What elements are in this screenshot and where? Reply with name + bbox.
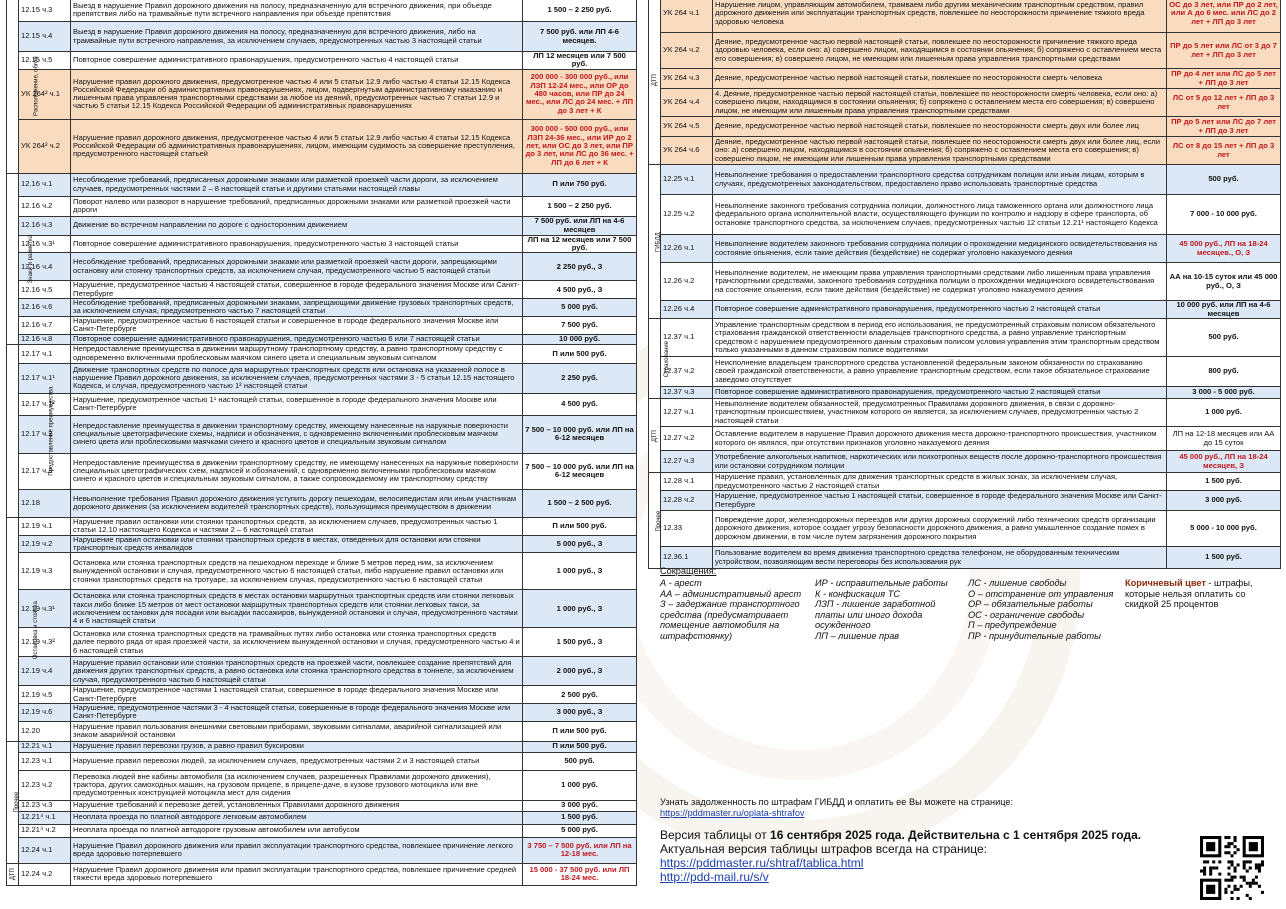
qr-code-icon[interactable] — [1200, 836, 1264, 900]
article-number: УК 264 ч.5 — [661, 117, 713, 137]
article-number: 12.16 ч.3¹ — [19, 235, 71, 253]
violation-text: 4. Деяние, предусмотренное частью первой настоящей статьи, повлекшее по неосторожности смерть человека, если оно: а) совершено лицом, находящимся в состоянии опьянения; б) сопряжено с оставлением места его совершения; в) совершено лицом, не имеющим или лишенным права управления транспортными средствами — [713, 89, 1167, 117]
article-number: 12.25 ч.2 — [661, 195, 713, 235]
penalty: ЛС от 5 до 12 лет + ЛП до 3 лет — [1167, 89, 1281, 117]
abbreviation-item: ОР – обязательные работы — [968, 599, 1093, 609]
article-number: 12.27 ч.1 — [661, 399, 713, 427]
article-number: 12.21⁴ ч.2 — [19, 824, 71, 837]
article-number: 12.17 ч.1¹ — [19, 363, 71, 393]
penalty: 200 000 - 300 000 руб., или ЛЗП 12-24 мес., или ОР до 480 часов, или ПР до 24 мес., или ЛС до 24 мес. + ЛП до 3 лет + К — [523, 69, 637, 119]
actual-text: Актуальная версия таблицы штрафов всегда на странице: — [660, 842, 988, 856]
fine-row — [7, 628, 637, 657]
fine-row — [649, 387, 1281, 399]
penalty: 2 500 руб. — [523, 686, 637, 704]
fine-row — [7, 686, 637, 704]
violation-text: Непредоставление преимущества в движении маршрутному транспортному средству, а равно транспортному средству с одновременно включенными проблесковым маячком синего цвета и специальным звуковым сигналом — [71, 344, 523, 363]
violation-text: Несоблюдение требований, предписанных дорожными знаками, запрещающими движение грузовых транспортных средств, за исключением случая, предусмотренного частью 7 настоящей статьи — [71, 299, 523, 317]
article-number: 12.36.1 — [661, 547, 713, 569]
violation-text: Несоблюдение требований, предписанных дорожными знаками или разметкой проезжей части дороги, за исключением случаев, предусмотренных частями 2 – 8 настоящей статьи и другими статьями настоящей главы — [71, 173, 523, 196]
penalty: 500 руб. — [1167, 319, 1281, 357]
penalty: ЛП 12 месяцев или 7 500 руб. — [523, 52, 637, 70]
fine-row — [649, 451, 1281, 473]
article-number: 12.27 ч.2 — [661, 427, 713, 451]
article-number: 12.37 ч.2 — [661, 357, 713, 387]
fine-row — [7, 415, 637, 453]
violation-text: Выезд в нарушение Правил дорожного движения на полосу, предназначенную для встречного движения, при объезде препятствия либо на трамвайные пути встречного направления при объезде препятствия — [71, 0, 523, 22]
fine-row — [7, 657, 637, 686]
violation-text: Нарушение, предусмотренное частью 1 настоящей статьи, совершенное в городе федерального значения Москве или Санкт-Петербурге — [713, 491, 1167, 511]
violation-text: Употребление алкогольных напитков, наркотических или психотропных веществ после дорожно-транспортного происшествия или остановки сотрудником полиции — [713, 451, 1167, 473]
penalty: ЛС от 8 до 15 лет + ЛП до 3 лет — [1167, 137, 1281, 165]
violation-text: Нарушение Правил дорожного движения или правил эксплуатации транспортного средства, повлекшее причинение средней тяжести вреда здоровью потерпевшего — [71, 863, 523, 885]
violation-text: Деяние, предусмотренное частью первой настоящей статьи, повлекшее по неосторожности смерть человека — [713, 69, 1167, 89]
section-label: ДТП — [649, 399, 661, 473]
fine-row — [7, 173, 637, 196]
fines-table-left — [6, 0, 637, 886]
article-number: 12.19 ч.2 — [19, 535, 71, 553]
penalty: 1 500 руб. — [1167, 547, 1281, 569]
violation-text: Непредоставление преимущества в движении транспортному средству, имеющему нанесенные на наружные поверхности специальные цветографические схемы, надписи и обозначения, с одновременно включенными проблесковым маячком синего цвета или проблесковыми маячками синего и красного цветов и специальным звуковым сигналом — [71, 415, 523, 453]
penalty: 7 500 руб. или ЛП 4-6 месяцев. — [523, 22, 637, 52]
fine-row — [7, 316, 637, 334]
article-number: 12.25 ч.1 — [661, 165, 713, 195]
fine-row — [7, 517, 637, 535]
violation-text: Невыполнение законного требования сотрудника полиции, должностного лица таможенного органа или должностного лица федерального органа исполнительной власти, осуществляющего функции по контролю и надзору в сфере транспорта, об остановке транспортного средства, за исключением случаев, предусмотренных частью 12 статьи 12.21¹ настоящего Кодекса — [713, 195, 1167, 235]
fine-row — [7, 0, 637, 22]
fine-row — [7, 811, 637, 824]
violation-text: Нарушение, предусмотренное частью 6 настоящей статьи и совершенное в городе федерального значения Москве или Санкт-Петербурге — [71, 316, 523, 334]
article-number: 12.15 ч.4 — [19, 22, 71, 52]
violation-text: Пользование водителем во время движения транспортного средства телефоном, не оборудованным техническим устройством, позволяющим вести переговоры без использования рук — [713, 547, 1167, 569]
violation-text: Нарушение, предусмотренное частями 3 - 4 настоящей статьи, совершенные в городе федерального значения Москве или Санкт-Петербурге — [71, 703, 523, 721]
fine-row — [7, 721, 637, 741]
violation-text: Деяние, предусмотренное частью первой настоящей статьи, повлекшее по неосторожности смерть двух или более лиц — [713, 117, 1167, 137]
fine-row — [7, 299, 637, 317]
penalty: 4 500 руб., З — [523, 281, 637, 299]
debt-text: Узнать задолженность по штрафам ГИБДД и оплатить ее Вы можете на странице: — [660, 797, 1014, 807]
article-number: 12.19 ч.3² — [19, 628, 71, 657]
fine-row — [7, 344, 637, 363]
violation-text: Нарушение, предусмотренное частями 1 настоящей статьи, совершенное в городе федерального значения Москве или Санкт-Петербурге — [71, 686, 523, 704]
penalty: 45 000 руб., ЛП на 18-24 месяцев., О, З — [1167, 235, 1281, 263]
fine-row — [7, 22, 637, 52]
fine-row — [649, 511, 1281, 547]
article-number: 12.19 ч.3 — [19, 553, 71, 590]
article-number: УК 264 ч.3 — [661, 69, 713, 89]
violation-text: Повторное совершение административного правонарушения, предусмотренного частью 2 настоящей статьи — [713, 301, 1167, 319]
penalty: П или 750 руб. — [523, 173, 637, 196]
fine-row — [649, 399, 1281, 427]
violation-text: Нарушение правил дорожного движения, предусмотренное частью 4 или 5 статьи 12.9 либо частью 4 статьи 12.15 Кодекса Российской Федерации об административных правонарушениях, лицом, имеющим судимость за совершение преступления, предусмотренного настоящей статьей — [71, 119, 523, 173]
fine-row — [649, 301, 1281, 319]
penalty: П или 500 руб. — [523, 721, 637, 741]
penalty: 45 000 руб., ЛП на 18-24 месяцев, З — [1167, 451, 1281, 473]
fine-row — [7, 489, 637, 517]
fine-row — [7, 393, 637, 415]
fine-row — [7, 741, 637, 752]
violation-text: Повторное совершение административного правонарушения, предусмотренного частью 2 настоящей статьи — [713, 387, 1167, 399]
article-number: 12.26 ч.4 — [661, 301, 713, 319]
article-number: 12.28 ч.1 — [661, 473, 713, 491]
fine-row — [7, 363, 637, 393]
penalty: 1 000 руб. — [523, 770, 637, 800]
fine-row — [7, 69, 637, 119]
section-label: Предоставление преимущества — [7, 344, 19, 517]
violation-text: Повреждение дорог, железнодорожных переездов или других дорожных сооружений либо технических средств организации дорожного движения, которое создает угрозу безопасности дорожного движения, а равно умышленное создание помех в дорожном движении, в том числе путем загрязнения дорожного покрытия — [713, 511, 1167, 547]
abbreviation-item: ИР - исправительные работы — [815, 578, 948, 588]
article-number: 12.37 ч.3 — [661, 387, 713, 399]
penalty: 3 000 руб. — [523, 800, 637, 811]
penalty: ПР до 5 лет или ЛС до 7 лет + ЛП до 3 лет — [1167, 117, 1281, 137]
violation-text: Несоблюдение требований, предписанных дорожными знаками или разметкой проезжей части дороги, запрещающими остановку или стоянку транспортных средств, за исключением случая, предусмотренного частью 5 настоящей статьи — [71, 253, 523, 281]
violation-text: Непредоставление преимущества в движении транспортному средству, не имеющему нанесенных на наружные поверхности специальных цветографических схем, надписей и обозначений, с одновременно включенными проблесковым маячком синего и красного цветов и специальным звуковым сигналом, а также сопровождаемому им транспортному средству — [71, 453, 523, 489]
violation-text: Нарушение правил остановки или стоянки транспортных средств в местах, отведенных для остановки или стоянки транспортных средств инвалидов — [71, 535, 523, 553]
fine-row — [649, 319, 1281, 357]
penalty: П или 500 руб. — [523, 344, 637, 363]
fine-row — [649, 547, 1281, 569]
fine-row — [649, 235, 1281, 263]
article-number: 12.27 ч.3 — [661, 451, 713, 473]
version-date: 16 сентября 2025 года — [770, 828, 902, 842]
penalty: 10 000 руб. или ЛП на 4-6 месяцев — [1167, 301, 1281, 319]
penalty: 3 000 руб. — [1167, 491, 1281, 511]
article-number: 12.16 ч.3 — [19, 216, 71, 235]
article-number: 12.19 ч.3¹ — [19, 590, 71, 628]
article-number: УК 264 ч.1 — [661, 0, 713, 33]
fine-row — [7, 253, 637, 281]
article-number: 12.17 ч.2 — [19, 415, 71, 453]
violation-text: Управление транспортным средством в период его использования, не предусмотренный страховым полисом обязательного страхования гражданской ответственности владельцев транспортного средства, а равно управление транспортным средством с нарушением предусмотренного данным страховым полисом условия управления этим транспортным средством только указанными в данном страховом полисе водителями — [713, 319, 1167, 357]
article-number: 12.16 ч.6 — [19, 299, 71, 317]
penalty: 2 250 руб. — [523, 363, 637, 393]
penalty: 1 500 руб., З — [523, 628, 637, 657]
article-number: 12.23 ч.2 — [19, 770, 71, 800]
article-number: 12.16 ч.1 — [19, 173, 71, 196]
penalty: ПР до 4 лет или ЛС до 5 лет + ЛП до 3 лет — [1167, 69, 1281, 89]
table-link-2[interactable]: http://pdd-mail.ru/s/v — [660, 870, 769, 884]
article-number: 12.19 ч.1 — [19, 517, 71, 535]
article-number: 12.26 ч.2 — [661, 263, 713, 301]
article-number: 12.17 ч.3 — [19, 453, 71, 489]
abbreviation-item: ЛП – лишение прав — [815, 630, 900, 641]
violation-text: Оставление водителем в нарушение Правил дорожного движения места дорожно-транспортного происшествия, участником которого он являлся, при отсутствии признаков уголовно наказуемого деяния — [713, 427, 1167, 451]
article-number: 12.16 ч.8 — [19, 334, 71, 344]
fine-row — [649, 263, 1281, 301]
article-number: 12.33 — [661, 511, 713, 547]
penalty: 1 500 – 2 250 руб. — [523, 196, 637, 216]
violation-text: Поворот налево или разворот в нарушение требований, предписанных дорожными знаками или разметкой проезжей части дороги — [71, 196, 523, 216]
abbreviation-item: ОС - ограничение свободы — [968, 609, 1085, 620]
article-number: УК 264² ч.2 — [19, 119, 71, 173]
violation-text: Выезд в нарушение Правил дорожного движения на полосу, предназначенную для встречного движения, либо на трамвайные пути встречного направления, за исключением случаев, предусмотренных частью 3 настоящей статьи — [71, 22, 523, 52]
penalty: ЛП на 12 месяцев или 7 500 руб. — [523, 235, 637, 253]
fine-row — [7, 453, 637, 489]
violation-text: Движение транспортных средств по полосе для маршрутных транспортных средств или остановка на указанной полосе в нарушение Правил дорожного движения, за исключением случаев, предусмотренных частями 3 - 5 статьи 12.15 настоящего Кодекса, и случая, предусмотренного частью 1² настоящей статьи — [71, 363, 523, 393]
article-number: 12.23 ч.3 — [19, 800, 71, 811]
penalty: П или 500 руб. — [523, 517, 637, 535]
abbreviation-item: К - конфискация ТС — [815, 588, 900, 599]
article-number: 12.19 ч.4 — [19, 657, 71, 686]
violation-text: Нарушение правил пользования внешними световыми приборами, звуковыми сигналами, аварийной сигнализацией или знаком аварийной остановки — [71, 721, 523, 741]
abbreviations-col-1 — [660, 578, 810, 641]
penalty: 3 750 – 7 500 руб. или ЛП на 12-18 мес. — [523, 837, 637, 863]
section-label: Прочее — [7, 741, 19, 863]
abbreviation-item: З – задержание транспортного средства (предусматривает помещение автомобиля на штрафстоянку) — [660, 599, 800, 641]
fine-row — [7, 235, 637, 253]
penalty: 500 руб. — [1167, 165, 1281, 195]
violation-text: Остановка или стоянка транспортных средств на трамвайных путях либо остановка или стоянка транспортных средств далее первого ряда от края проезжей части, за исключением вынужденной остановки и случая, предусмотренного частью 4 и 6 настоящей статьи — [71, 628, 523, 657]
violation-text: Невыполнение водителем законного требования сотрудника полиции о прохождении медицинского освидетельствования на состояние опьянения, если такие действия (бездействие) не содержат уголовно наказуемого деяния — [713, 235, 1167, 263]
fine-row — [7, 752, 637, 770]
fine-row — [7, 553, 637, 590]
penalty: 5 000 - 10 000 руб. — [1167, 511, 1281, 547]
abbreviation-item: О – отстранение от управления — [968, 588, 1114, 599]
penalty: ОС до 3 лет, или ПР до 2 лет, или А до 6 мес. или ЛС до 2 лет + ЛП до 3 лет — [1167, 0, 1281, 33]
fine-row — [649, 89, 1281, 117]
penalty: П или 500 руб. — [523, 741, 637, 752]
article-number: 12.16 ч.7 — [19, 316, 71, 334]
article-number: УК 264 ч.2 — [661, 33, 713, 69]
fine-row — [7, 590, 637, 628]
abbreviation-item: ЛС - лишение свободы — [968, 578, 1067, 588]
violation-text: Невыполнение водителем обязанностей, предусмотренных Правилами дорожного движения, в связи с дорожно-транспортным происшествием, участником которого он является, за исключением случаев, предусмотренных частью 2 настоящей статьи — [713, 399, 1167, 427]
penalty: 5 000 руб., З — [523, 535, 637, 553]
fines-table-right — [648, 0, 1281, 569]
abbreviation-item: ЛЗП - лишение заработной платы или иного дохода осужденного — [815, 599, 936, 630]
fine-row — [7, 535, 637, 553]
section-label: Прочее — [649, 473, 661, 569]
penalty: 1 000 руб. — [1167, 399, 1281, 427]
article-number: УК 264² ч.1 — [19, 69, 71, 119]
fine-row — [7, 119, 637, 173]
penalty: 1 500 руб. — [1167, 473, 1281, 491]
penalty: 300 000 - 500 000 руб., или ЛЗП 24-36 мес., или ИР до 2 лет, или ОС до 3 лет, или ПР до 3 лет, или ЛС до 36 мес. + ЛП до 6 лет + К — [523, 119, 637, 173]
fine-row — [7, 334, 637, 344]
abbreviations-col-2 — [815, 578, 965, 641]
violation-text: Нарушение правил дорожного движения, предусмотренное частью 4 или 5 статьи 12.9 либо частью 4 статьи 12.15 Кодекса Российской Федерации об административных правонарушениях, лицом, подвергнутым административному наказанию и лишенным права управления транспортными средствами за любое из деяний, предусмотренных частью 7 статьи 12.9 и частью 5 статьи 12.15 Кодекса Российской Федерации об административных правонарушениях — [71, 69, 523, 119]
violation-text: Нарушение правил остановки или стоянки транспортных средств, за исключением случаев, предусмотренных частью 1 статьи 12.10 настоящего Кодекса и частями 2 – 6 настоящей статьи — [71, 517, 523, 535]
fine-row — [7, 216, 637, 235]
fine-row — [649, 69, 1281, 89]
article-number: 12.17 ч.1² — [19, 393, 71, 415]
violation-text: Остановка или стоянка транспортных средств на пешеходном переходе и ближе 5 метров перед ним, за исключением вынужденной остановки и случая, предусмотренного частью 6 настоящей статьи, либо нарушение правил остановки или стоянки транспортных средств на тротуаре, за исключением случая, предусмотренного частью 6 настоящей статьи — [71, 553, 523, 590]
penalty: 1 500 – 2 500 руб. — [523, 489, 637, 517]
violation-text: Движение во встречном направлении по дороге с односторонним движением — [71, 216, 523, 235]
penalty: 7 000 - 10 000 руб. — [1167, 195, 1281, 235]
violation-text: Повторное совершение административного правонарушения, предусмотренного частью 4 настоящей статьи — [71, 52, 523, 70]
section-label: ГИБДД — [649, 165, 661, 319]
penalty: 7 500 – 10 000 руб. или ЛП на 6-12 месяцев — [523, 415, 637, 453]
section-label: Страхование — [649, 319, 661, 399]
violation-text: Невыполнение требования Правил дорожного движения уступить дорогу пешеходам, велосипедистам или иным участникам дорожного движения (за исключением водителей транспортных средств), пользующимся преимуществом в движении — [71, 489, 523, 517]
penalty: 1 500 руб. — [523, 811, 637, 824]
fine-row — [649, 427, 1281, 451]
fine-row — [649, 357, 1281, 387]
violation-text: Перевозка людей вне кабины автомобиля (за исключением случаев, разрешенных Правилами дорожного движения), трактора, других самоходных машин, на грузовом прицепе, в прицепе-даче, в кузове грузового мотоцикла или вне предусмотренных конструкцией мотоцикла мест для сидения — [71, 770, 523, 800]
fine-row — [7, 52, 637, 70]
abbreviation-item: П – предупреждение — [968, 620, 1057, 630]
article-number: 12.21⁴ ч.1 — [19, 811, 71, 824]
fine-row — [7, 800, 637, 811]
violation-text: Повторное совершение административного правонарушения, предусмотренного частью 3 настоящей статьи — [71, 235, 523, 253]
fine-row — [649, 165, 1281, 195]
penalty: 2 250 руб., З — [523, 253, 637, 281]
penalty: 3 000 - 5 000 руб. — [1167, 387, 1281, 399]
penalty: 7 500 руб. — [523, 316, 637, 334]
violation-text: Нарушение правил перевозки грузов, а равно правил буксировки — [71, 741, 523, 752]
fine-row — [7, 824, 637, 837]
violation-text: Повторное совершение административного правонарушения, предусмотренного частью 6 или 7 настоящей статьи — [71, 334, 523, 344]
penalty: 2 000 руб., З — [523, 657, 637, 686]
fine-row — [649, 473, 1281, 491]
article-number: 12.24 ч.1 — [19, 837, 71, 863]
penalty: ПР до 5 лет или ЛС от 3 до 7 лет + ЛП до 3 лет — [1167, 33, 1281, 69]
fine-row — [7, 863, 637, 885]
article-number: 12.24 ч.2 — [19, 863, 71, 885]
brown-color-note: Коричневый цвет - штрафы, которые нельзя оплатить со скидкой 25 процентов — [1125, 578, 1253, 609]
article-number: 12.15 ч.3 — [19, 0, 71, 22]
fine-row — [649, 117, 1281, 137]
violation-text: Нарушение лицом, управляющим автомобилем, трамваем либо другим механическим транспортным средством, правил дорожного движения или эксплуатации транспортных средств, повлекшее по неосторожности причинение тяжкого вреда здоровью человека — [713, 0, 1167, 33]
article-number: 12.18 — [19, 489, 71, 517]
penalty: 500 руб. — [523, 752, 637, 770]
violation-text: Нарушение правил, установленных для движения транспортных средств в жилых зонах, за исключением случая, предусмотренного частью 2 настоящей статьи — [713, 473, 1167, 491]
violation-text: Неоплата проезда по платной автодороге легковым автомобилем — [71, 811, 523, 824]
violation-text: Нарушение Правил дорожного движения или правил эксплуатации транспортного средства, повлекшее причинение легкого вреда здоровью потерпевшего — [71, 837, 523, 863]
fine-row — [7, 703, 637, 721]
article-number: 12.37 ч.1 — [661, 319, 713, 357]
section-label: ДТП — [649, 0, 661, 165]
violation-text: Неисполнение владельцем транспортного средства установленной федеральным законом обязанности по страхованию своей гражданской ответственности, а равно управление транспортным средством, если такое обязательное страхование заведомо отсутствует — [713, 357, 1167, 387]
article-number: 12.28 ч.2 — [661, 491, 713, 511]
penalty: 5 000 руб. — [523, 299, 637, 317]
penalty: ЛП на 12-18 месяцев или АА до 15 суток — [1167, 427, 1281, 451]
penalty: 1 000 руб., З — [523, 553, 637, 590]
abbreviations-heading: Сокращения: — [660, 566, 717, 576]
section-label: Расположение, обгон — [7, 0, 19, 173]
article-number: 12.19 ч.6 — [19, 703, 71, 721]
violation-text: Деяние, предусмотренное частью первой настоящей статьи, повлекшее по неосторожности причинение тяжкого вреда здоровью человека, если оно: а) совершено лицом, находящимся в состоянии опьянения; б) сопряжено с оставлением места его совершения; в) совершено лицом, не имеющим или лишенным права управления транспортными средствами — [713, 33, 1167, 69]
table-link-1[interactable]: https://pddmaster.ru/shtraf/tablica.html — [660, 856, 864, 870]
fine-row — [649, 137, 1281, 165]
violation-text: Нарушение требований к перевозке детей, установленных Правилами дорожного движения — [71, 800, 523, 811]
fine-row — [649, 33, 1281, 69]
violation-text: Невыполнение требования о предоставлении транспортного средства сотрудникам полиции или иным лицам, которым в случаях, предусмотренных законодательством, предоставлено право использовать транспортные средства — [713, 165, 1167, 195]
penalty: 1 000 руб., З — [523, 590, 637, 628]
penalty: 15 000 - 37 500 руб. или ЛП 18-24 мес. — [523, 863, 637, 885]
violation-text: Нарушение правил остановки или стоянки транспортных средств на проезжей части, повлекшее создание препятствий для движения других транспортных средств, а равно остановка или стоянка транспортного средства в тоннеле, за исключением случая, предусмотренного частью 6 настоящей статьи — [71, 657, 523, 686]
article-number: 12.21 ч.1 — [19, 741, 71, 752]
penalty: 10 000 руб. — [523, 334, 637, 344]
article-number: 12.23 ч.1 — [19, 752, 71, 770]
penalty: 800 руб. — [1167, 357, 1281, 387]
fine-row — [649, 195, 1281, 235]
debt-info — [660, 797, 1013, 818]
article-number: 12.19 ч.5 — [19, 686, 71, 704]
violation-text: Неоплата проезда по платной автодороге грузовым автомобилем или автобусом — [71, 824, 523, 837]
article-number: 12.16 ч.5 — [19, 281, 71, 299]
fine-row — [7, 770, 637, 800]
fine-row — [649, 0, 1281, 33]
penalty: 1 500 – 2 250 руб. — [523, 0, 637, 22]
abbreviation-item: А - арест — [660, 578, 702, 588]
article-number: УК 264 ч.4 — [661, 89, 713, 117]
violation-text: Остановка или стоянка транспортных средств в местах остановки маршрутных транспортных средств или стоянки легковых такси либо ближе 15 метров от мест остановки маршрутных транспортных средств или стоянки легковых такси, за исключением остановки для посадки или высадки пассажиров, вынужденной остановки и случая, предусмотренного частями 4 и 6 настоящей статьи — [71, 590, 523, 628]
violation-text: Нарушение, предусмотренное частью 4 настоящей статьи, совершенное в городе федерального значения Москве или Санкт-Петербурге — [71, 281, 523, 299]
violation-text: Деяние, предусмотренное частью первой настоящей статьи, повлекшее по неосторожности смерть двух или более лиц, если оно: а) совершено лицом, находящимся в состоянии опьянения; б) сопряжено с оставлением места его совершения; в) совершено лицом, не имеющим или лишенным права управления транспортными средствами — [713, 137, 1167, 165]
abbreviations-col-3 — [968, 578, 1118, 641]
violation-text: Нарушение правил перевозки людей, за исключением случаев, предусмотренных частями 2 и 3 настоящей статьи — [71, 752, 523, 770]
article-number: 12.17 ч.1 — [19, 344, 71, 363]
abbreviation-item: АА – административный арест — [660, 588, 802, 599]
article-number: 12.16 ч.4 — [19, 253, 71, 281]
version-info: Версия таблицы от 16 сентября 2025 года. Действительна с 1 сентября 2025 года. Актуальная версия таблицы штрафов всегда на странице: https://pddmaster.ru/shtraf/tablica.html http://pdd-mail.ru/s/v — [660, 828, 1142, 884]
debt-link[interactable]: https://pddmaster.ru/oplata-shtrafov — [660, 807, 805, 818]
abbreviation-item: ПР - принудительные работы — [968, 630, 1101, 641]
fine-row — [7, 281, 637, 299]
fine-row — [7, 196, 637, 216]
violation-text: Нарушение, предусмотренное частью 1¹ настоящей статьи, совершенное в городе федерального значения Москве или Санкт-Петербурге — [71, 393, 523, 415]
article-number: 12.26 ч.1 — [661, 235, 713, 263]
section-label: Знаки и разметка — [7, 173, 19, 344]
fine-row — [7, 837, 637, 863]
violation-text: Невыполнение водителем, не имеющим права управления транспортными средствами либо лишенным права управления транспортными средствами, законного требования сотрудника полиции о прохождении медицинского освидетельствования на состояние опьянения, если такие действия (бездействие) не содержат уголовно наказуемого деяния — [713, 263, 1167, 301]
penalty: АА на 10-15 суток или 45 000 руб., О, З — [1167, 263, 1281, 301]
penalty: 7 500 – 10 000 руб. или ЛП на 6-12 месяцев — [523, 453, 637, 489]
penalty: 4 500 руб. — [523, 393, 637, 415]
section-label: Остановка и стоянка — [7, 517, 19, 741]
fine-row — [649, 491, 1281, 511]
article-number: УК 264 ч.6 — [661, 137, 713, 165]
article-number: 12.16 ч.2 — [19, 196, 71, 216]
article-number: 12.20 — [19, 721, 71, 741]
penalty: 5 000 руб. — [523, 824, 637, 837]
penalty: 3 000 руб., З — [523, 703, 637, 721]
penalty: 7 500 руб. или ЛП на 4-6 месяцев — [523, 216, 637, 235]
section-label: ДТП — [7, 863, 19, 885]
article-number: 12.15 ч.5 — [19, 52, 71, 70]
